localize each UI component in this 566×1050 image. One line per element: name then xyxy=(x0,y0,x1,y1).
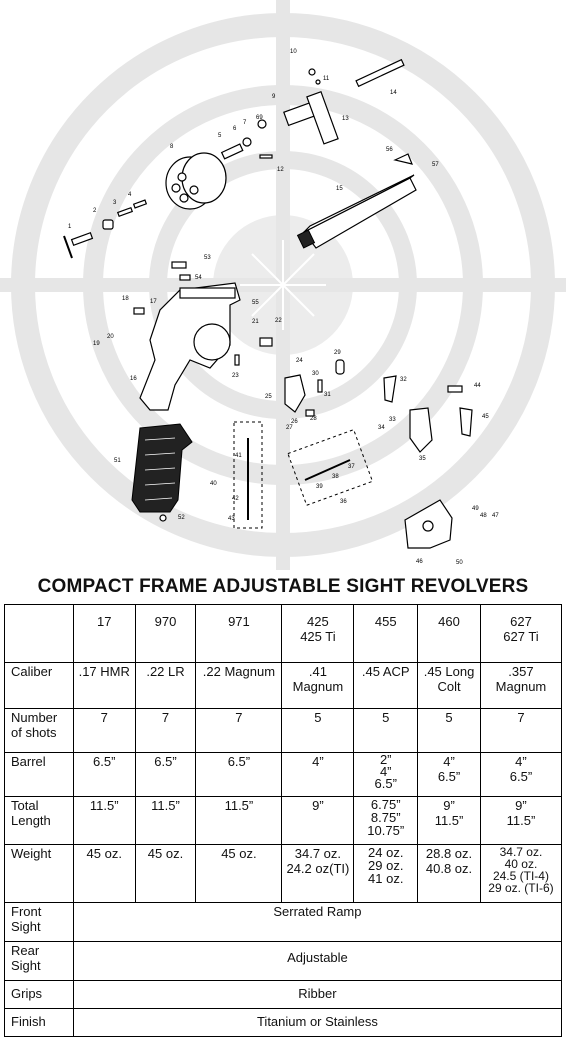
part-label: 47 xyxy=(492,513,499,519)
part-label: 3 xyxy=(113,200,117,206)
part-label: 23 xyxy=(232,373,239,379)
row-label: Grips xyxy=(5,981,74,1009)
table-header-row xyxy=(5,605,562,663)
part-label: 55 xyxy=(252,300,259,306)
row-label: Caliber xyxy=(5,663,74,709)
table-cell: 45 oz. xyxy=(73,845,135,903)
table-cell: 7 xyxy=(73,709,135,753)
part-label: 5 xyxy=(218,133,222,139)
part-label: 34 xyxy=(378,425,385,431)
table-cell: 4” xyxy=(282,753,354,797)
watermark-star xyxy=(240,240,326,330)
row-label: Rear Sight xyxy=(5,942,74,981)
part-label: 27 xyxy=(286,425,293,431)
model-header: 627 627 Ti xyxy=(480,605,561,663)
part-label: 52 xyxy=(178,515,185,521)
table-cell: .41 Magnum xyxy=(282,663,354,709)
part-label: 43 xyxy=(228,516,235,522)
part-label: 7 xyxy=(243,120,247,126)
row-label: Number of shots xyxy=(5,709,74,753)
table-cell: 45 oz. xyxy=(196,845,282,903)
table-cell: 34.7 oz. 40 oz. 24.5 (TI-4) 29 oz. (TI-6) xyxy=(480,845,561,903)
part-label: 17 xyxy=(150,299,157,305)
part-label: 37 xyxy=(348,464,355,470)
part-label: 51 xyxy=(114,458,121,464)
model-header: 455 xyxy=(354,605,418,663)
part-label: 40 xyxy=(210,481,217,487)
table-cell: 45 oz. xyxy=(135,845,196,903)
table-cell: 2” 4” 6.5” xyxy=(354,753,418,797)
part-label: 6 xyxy=(233,126,237,132)
part-label: 2 xyxy=(93,208,97,214)
row-label: Front Sight xyxy=(5,903,74,942)
part-label: 35 xyxy=(419,456,426,462)
row-label: Weight xyxy=(5,845,74,903)
part-label: 46 xyxy=(416,559,423,565)
table-cell: 9” xyxy=(282,797,354,845)
page-title: COMPACT FRAME ADJUSTABLE SIGHT REVOLVERS xyxy=(37,576,529,597)
part-label: 53 xyxy=(204,255,211,261)
model-header: 971 xyxy=(196,605,282,663)
table-cell: .45 Long Colt xyxy=(418,663,481,709)
part-label: 26 xyxy=(291,419,298,425)
part-label: 20 xyxy=(107,334,114,340)
table-row xyxy=(5,903,562,942)
part-label: 54 xyxy=(195,275,202,281)
part-label: 39 xyxy=(316,484,323,490)
model-header: 425 425 Ti xyxy=(282,605,354,663)
part-label: 24 xyxy=(296,358,303,364)
part-label: 13 xyxy=(342,116,349,122)
cylinder-part xyxy=(166,153,226,209)
table-cell: .17 HMR xyxy=(73,663,135,709)
grip-part xyxy=(132,424,192,521)
table-cell: 11.5” xyxy=(135,797,196,845)
table-cell: 4” 6.5” xyxy=(418,753,481,797)
model-header: 17 xyxy=(73,605,135,663)
part-label: 10 xyxy=(290,49,297,55)
table-row xyxy=(5,1009,562,1037)
table-cell: .22 Magnum xyxy=(196,663,282,709)
table-cell: 28.8 oz. 40.8 oz. xyxy=(418,845,481,903)
part-label: 29 xyxy=(334,350,341,356)
part-label: 41 xyxy=(235,453,242,459)
table-cell: 5 xyxy=(282,709,354,753)
part-label: 16 xyxy=(130,376,137,382)
table-cell: .45 ACP xyxy=(354,663,418,709)
part-label: 31 xyxy=(324,392,331,398)
table-cell-span: Ribber xyxy=(73,981,561,1009)
row-label: Total Length xyxy=(5,797,74,845)
part-label: 38 xyxy=(332,474,339,480)
part-label: 28 xyxy=(310,416,317,422)
table-row xyxy=(5,709,562,753)
header-empty-cell xyxy=(5,605,74,663)
table-cell: 9” 11.5” xyxy=(418,797,481,845)
part-label: 9 xyxy=(272,94,276,100)
part-label: 14 xyxy=(390,90,397,96)
table-cell: 4” 6.5” xyxy=(480,753,561,797)
model-header: 460 xyxy=(418,605,481,663)
part-label: 19 xyxy=(93,341,100,347)
table-cell: 6.5” xyxy=(135,753,196,797)
table-cell: 7 xyxy=(196,709,282,753)
table-cell: .22 LR xyxy=(135,663,196,709)
table-cell: 5 xyxy=(354,709,418,753)
table-cell-span: Adjustable xyxy=(73,942,561,981)
model-header: 970 xyxy=(135,605,196,663)
table-row xyxy=(5,753,562,797)
table-row xyxy=(5,663,562,709)
part-label: 32 xyxy=(400,377,407,383)
part-label: 48 xyxy=(480,513,487,519)
table-cell: 11.5” xyxy=(196,797,282,845)
part-label: 30 xyxy=(312,371,319,377)
row-label: Finish xyxy=(5,1009,74,1037)
table-cell-span: Serrated Ramp xyxy=(73,903,561,942)
table-cell-span: Titanium or Stainless xyxy=(73,1009,561,1037)
part-label: 8 xyxy=(170,144,174,150)
row-label: Barrel xyxy=(5,753,74,797)
table-cell: 34.7 oz. 24.2 oz(TI) xyxy=(282,845,354,903)
table-cell: 5 xyxy=(418,709,481,753)
part-label: 22 xyxy=(275,318,282,324)
part-label: 18 xyxy=(122,296,129,302)
table-row xyxy=(5,845,562,903)
part-label: 1 xyxy=(68,224,72,230)
table-row xyxy=(5,942,562,981)
part-label: 44 xyxy=(474,383,481,389)
table-row xyxy=(5,797,562,845)
part-label: 33 xyxy=(389,417,396,423)
part-label: 56 xyxy=(386,147,393,153)
table-cell: 9” 11.5” xyxy=(480,797,561,845)
part-label: 4 xyxy=(128,192,132,198)
specifications-table xyxy=(4,604,562,1037)
table-cell: 6.5” xyxy=(196,753,282,797)
table-cell: 6.75” 8.75” 10.75” xyxy=(354,797,418,845)
part-label: 12 xyxy=(277,167,284,173)
part-label: 15 xyxy=(336,186,343,192)
part-label: 50 xyxy=(456,560,463,566)
part-label: 25 xyxy=(265,394,272,400)
table-cell: 24 oz. 29 oz. 41 oz. xyxy=(354,845,418,903)
table-cell: 6.5” xyxy=(73,753,135,797)
part-label: 42 xyxy=(232,496,239,502)
table-cell: 7 xyxy=(135,709,196,753)
part-label: 45 xyxy=(482,414,489,420)
table-cell: .357 Magnum xyxy=(480,663,561,709)
part-label: 57 xyxy=(432,162,439,168)
table-row xyxy=(5,981,562,1009)
part-label: 21 xyxy=(252,319,259,325)
part-label: 11 xyxy=(323,76,330,82)
part-label: 49 xyxy=(472,506,479,512)
part-label: 69 xyxy=(256,115,263,121)
table-cell: 7 xyxy=(480,709,561,753)
part-label: 36 xyxy=(340,499,347,505)
table-cell: 11.5” xyxy=(73,797,135,845)
